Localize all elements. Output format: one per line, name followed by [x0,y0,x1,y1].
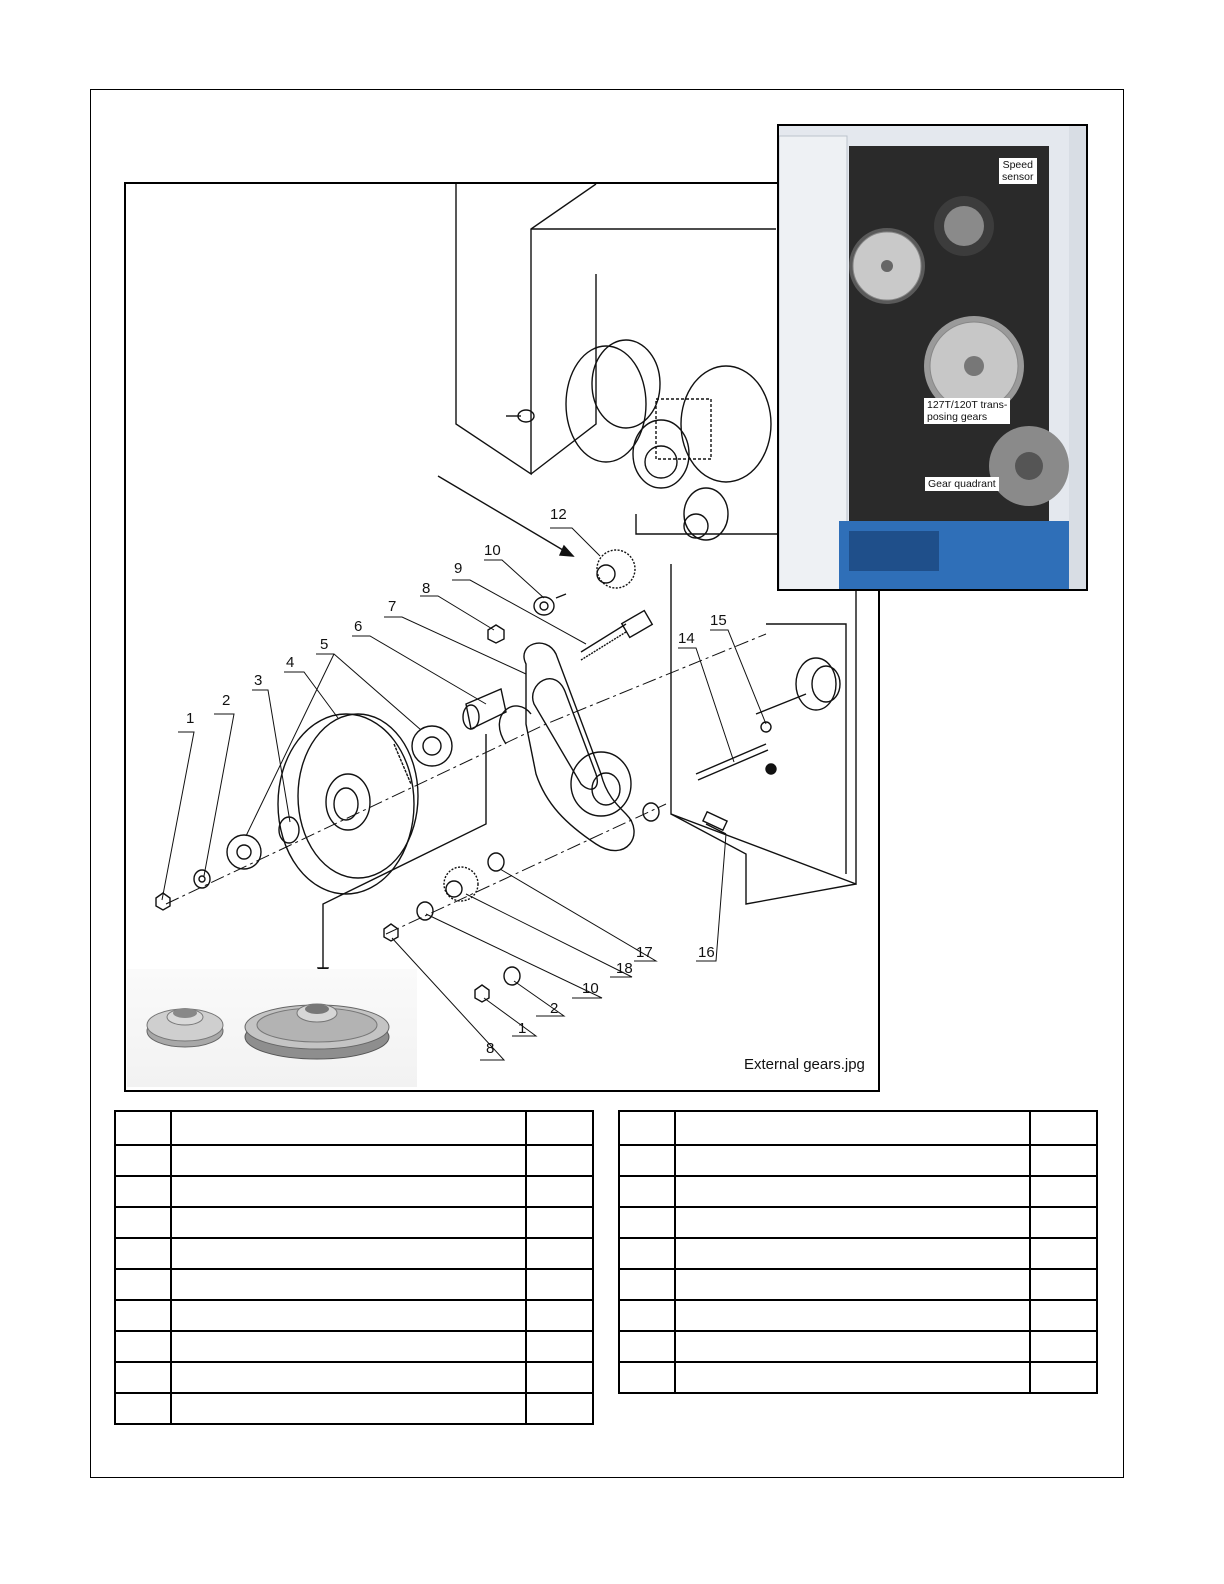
callout-1-lower: 1 [518,1020,527,1037]
callout-14: 14 [678,630,695,647]
bearing-5-upper [412,726,452,766]
diagram-drawing [126,184,880,1092]
callout-15: 15 [710,612,727,629]
callout-3: 3 [254,672,263,689]
gearbox-image [779,126,1088,591]
exploded-diagram [124,182,880,1092]
callout-8-lower: 8 [486,1040,495,1057]
gears-image [127,969,417,1087]
headstock-outline [456,184,596,474]
speed-sensor-label: Speed sensor [999,158,1037,184]
callout-18: 18 [616,960,633,977]
gear-quadrant-label: Gear quadrant [925,477,999,491]
file-caption: External gears.jpg [744,1056,865,1073]
callout-5: 5 [320,636,329,653]
callout-6: 6 [354,618,363,635]
spindle-flange [681,366,771,482]
callout-10: 10 [484,542,501,559]
external-gears-photo [127,969,417,1087]
callout-8: 8 [422,580,431,597]
callout-2-lower: 2 [550,1000,559,1017]
callout-16: 16 [698,944,715,961]
callout-17: 17 [636,944,653,961]
bearing-5-lower [227,835,261,869]
lathe-gearbox-photo [777,124,1088,591]
callout-9: 9 [454,560,463,577]
gear-quadrant [524,643,634,850]
callout-10-lower: 10 [582,980,599,997]
callout-7: 7 [388,598,397,615]
callout-1: 1 [186,710,195,727]
transposing-gears-label: 127T/120T trans- posing gears [924,398,1010,424]
callout-4: 4 [286,654,295,671]
parts-table-left [114,1110,594,1425]
callout-2: 2 [222,692,231,709]
callout-12: 12 [550,506,567,523]
parts-table-right [618,1110,1098,1394]
